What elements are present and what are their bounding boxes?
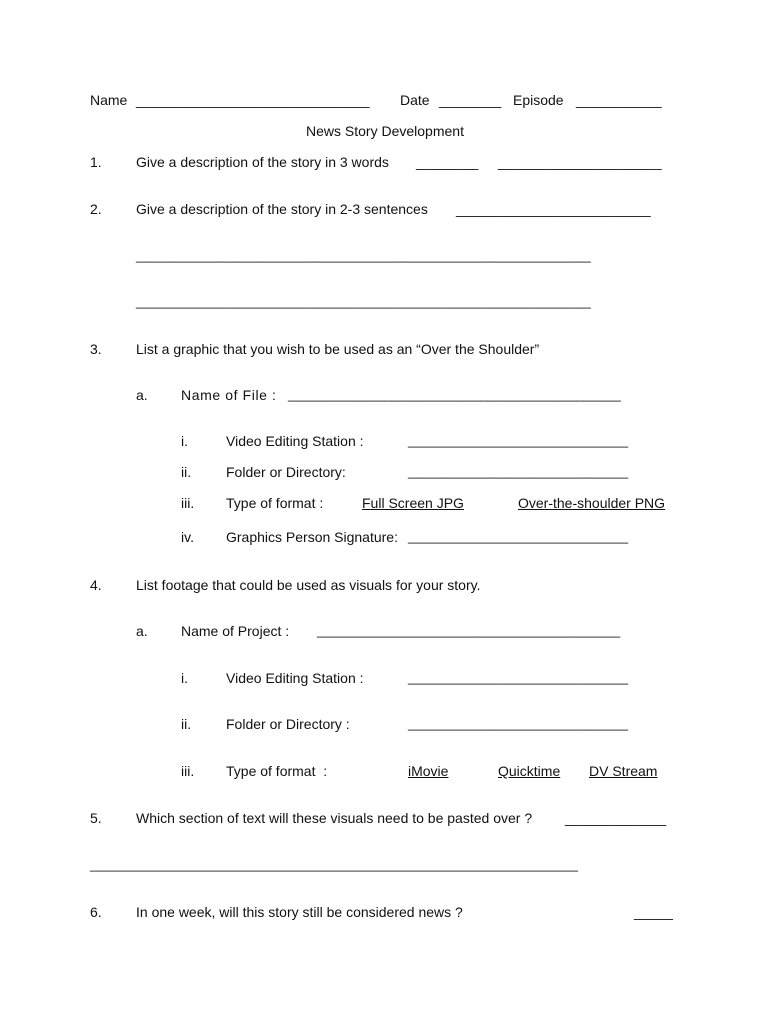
q6-blank[interactable]: _____: [634, 904, 673, 920]
q4-format-option-quicktime[interactable]: Quicktime: [498, 763, 561, 779]
q1-number: 1.: [90, 154, 102, 170]
date-field[interactable]: ________: [439, 92, 502, 108]
q4-text: List footage that could be used as visuals for your story.: [136, 577, 481, 593]
q5-text: Which section of text will these visuals need to be pasted over ?: [136, 810, 533, 826]
q3-file-name-label: Name of File :: [181, 387, 277, 403]
q4-format-option-dv-stream[interactable]: DV Stream: [589, 763, 658, 779]
q5-number: 5.: [90, 810, 102, 826]
q3-format-label: Type of format :: [226, 495, 324, 511]
q3-signature-field[interactable]: ______________________________: [408, 529, 629, 544]
q3-iv-label: iv.: [181, 529, 194, 545]
q4-format-option-imovie[interactable]: iMovie: [408, 763, 449, 779]
q2-number: 2.: [90, 201, 102, 217]
q4-editing-station-field[interactable]: ______________________________: [408, 670, 629, 685]
name-field[interactable]: ______________________________: [136, 92, 370, 108]
q4-a-label: a.: [136, 623, 148, 639]
q2-text: Give a description of the story in 2-3 sentences: [136, 201, 428, 217]
q4-i-label: i.: [181, 670, 188, 686]
q3-iii-label: iii.: [181, 495, 195, 511]
date-label: Date: [400, 92, 430, 108]
q4-folder-label: Folder or Directory :: [226, 716, 350, 732]
q3-i-label: i.: [181, 433, 188, 449]
q4-iii-label: iii.: [181, 763, 195, 779]
q4-folder-field[interactable]: ______________________________: [408, 716, 629, 731]
q3-format-option-png[interactable]: Over-the-shoulder PNG: [518, 495, 666, 511]
q3-text: List a graphic that you wish to be used as an “Over the Shoulder”: [136, 341, 540, 357]
q4-format-label: Type of format :: [226, 763, 328, 779]
q3-format-option-jpg[interactable]: Full Screen JPG: [362, 495, 464, 511]
q6-number: 6.: [90, 904, 102, 920]
q3-signature-label: Graphics Person Signature:: [226, 529, 398, 545]
q3-folder-field[interactable]: ______________________________: [408, 464, 629, 479]
q4-ii-label: ii.: [181, 716, 192, 732]
name-label: Name: [90, 92, 128, 108]
q2-blank[interactable]: _________________________: [456, 201, 651, 217]
q3-file-name-field[interactable]: _____________________________________________: [288, 387, 621, 402]
q3-editing-station-label: Video Editing Station :: [226, 433, 364, 449]
episode-field[interactable]: ___________: [576, 92, 662, 108]
episode-label: Episode: [513, 92, 564, 108]
q6-text: In one week, will this story still be considered news ?: [136, 904, 463, 920]
q5-answer-line[interactable]: ___________________________________________________________________: [90, 857, 578, 872]
q1-blank-2[interactable]: _____________________: [498, 154, 662, 170]
q4-editing-station-label: Video Editing Station :: [226, 670, 364, 686]
q3-folder-label: Folder or Directory:: [226, 464, 346, 480]
q1-text: Give a description of the story in 3 words: [136, 154, 389, 170]
q3-editing-station-field[interactable]: ______________________________: [408, 433, 629, 448]
q4-number: 4.: [90, 577, 102, 593]
q3-ii-label: ii.: [181, 464, 192, 480]
q5-blank[interactable]: _____________: [565, 810, 667, 826]
page-title: News Story Development: [306, 123, 464, 139]
q4-project-name-field[interactable]: _________________________________________: [317, 623, 621, 638]
q4-project-name-label: Name of Project :: [181, 623, 290, 639]
q3-a-label: a.: [136, 387, 148, 403]
q2-answer-line-1[interactable]: ______________________________________________________________: [136, 248, 591, 263]
q2-answer-line-2[interactable]: ______________________________________________________________: [136, 294, 591, 309]
q1-blank-1[interactable]: ________: [416, 154, 479, 170]
q3-number: 3.: [90, 341, 102, 357]
